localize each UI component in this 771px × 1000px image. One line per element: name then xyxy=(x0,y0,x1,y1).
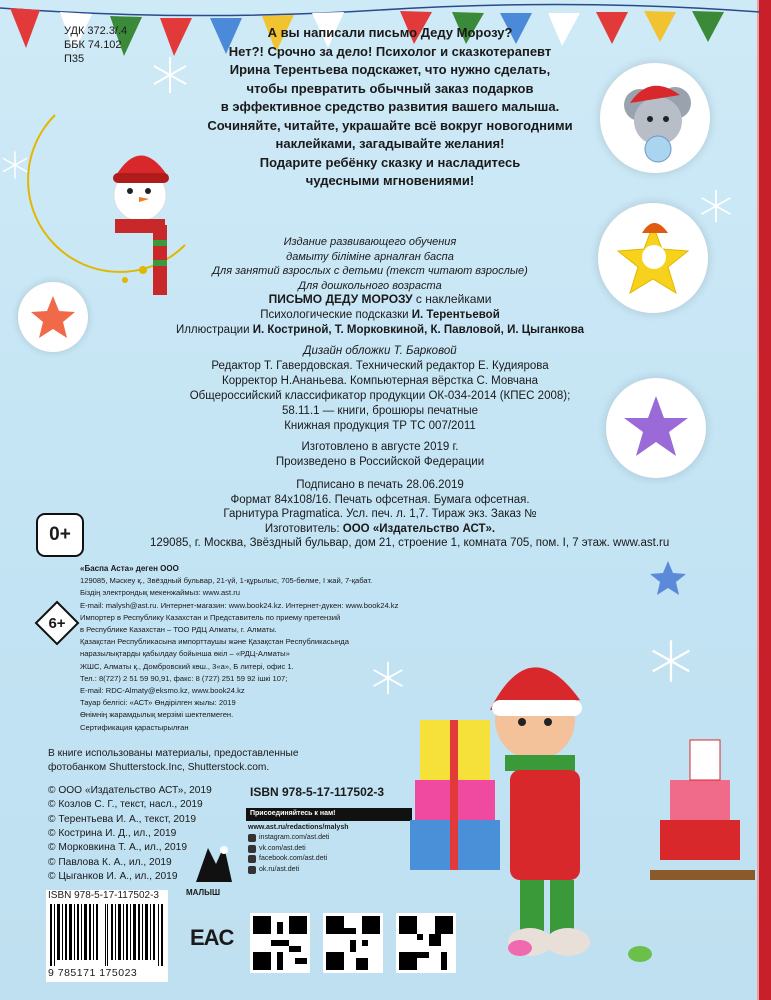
copyright-line: © Павлова К. А., ил., 2019 xyxy=(48,856,172,868)
edition-line: Для занятий взрослых с детьми (текст читают взрослые) xyxy=(212,265,528,277)
edition-line: дамыту біліміне арналған баспа xyxy=(286,250,454,263)
psych-credit xyxy=(140,308,620,323)
kazakh-importer-block xyxy=(80,563,450,734)
snowflake-icon xyxy=(698,188,734,224)
snowflake-icon xyxy=(0,150,30,180)
title-suffix: с наклейками xyxy=(412,292,492,306)
star-icon xyxy=(606,378,706,478)
credit-label: Иллюстрации xyxy=(175,324,253,336)
facebook-icon xyxy=(248,855,256,863)
bbk-code: ББК 74.102 xyxy=(64,39,122,51)
promo-line: наклейками, загадывайте желания! xyxy=(275,136,505,151)
social-header: Присоединяйтесь к нам! xyxy=(246,808,412,821)
book-title xyxy=(160,292,600,306)
mouse-illustration xyxy=(600,63,710,173)
shutterstock-line: В книге использованы материалы, предоставленные xyxy=(48,748,299,759)
kz-line: ЖШС, Алматы қ., Домбровский көш., 3«а», Б литері, офис 1. xyxy=(80,661,294,671)
star-badge-left xyxy=(18,282,88,352)
copyright-line: © Козлов С. Г., текст, насл., 2019 xyxy=(48,799,203,811)
kz-line: E-mail: RDC-Almaty@eksmo.kz, www.book24.kz xyxy=(80,686,245,696)
signed-date: Подписано в печать 28.06.2019 xyxy=(296,479,464,491)
barcode-isbn: ISBN 978-5-17-117502-3 xyxy=(48,890,159,901)
made-country: Произведено в Российской Федерации xyxy=(275,456,485,468)
library-codes xyxy=(64,24,127,66)
format-line: Формат 84x108/16. Печать офсетная. Бумага офсетная. xyxy=(230,493,530,506)
social-link-text: vk.com/ast.deti xyxy=(259,844,306,852)
title-main: ПИСЬМО ДЕДУ МОРОЗУ xyxy=(268,292,413,306)
promo-text xyxy=(180,24,600,191)
kz-line: E-mail: malysh@ast.ru. Интернет-магазин: www.book24.kz. Интернет-дүкен: www.book24.kz xyxy=(80,600,399,610)
edition-line: Издание развивающего обучения xyxy=(283,236,457,248)
publisher-logo-icon xyxy=(188,842,238,888)
maker-line xyxy=(150,522,610,537)
red-edge-strip xyxy=(759,0,771,1000)
edition-line: Для дошкольного возраста xyxy=(298,279,442,292)
instagram-icon xyxy=(248,834,256,842)
kz-line: в Республике Казахстан – ТОО РДЦ Алматы, г. Алматы. xyxy=(80,625,277,635)
social-link-vk[interactable] xyxy=(246,844,412,855)
font-line: Гарнитура Pragmatica. Усл. печ. л. 1,7. Тираж экз. Заказ № xyxy=(223,508,537,520)
social-links-box xyxy=(246,808,412,875)
snowman-star-illustration xyxy=(598,203,708,313)
ok-icon xyxy=(248,866,256,874)
shutterstock-line: фотобанком Shutterstock.Inc, Shutterstock.com. xyxy=(48,762,270,774)
promo-line: в эффективное средство развития вашего малыша. xyxy=(220,99,560,114)
author-mark: П35 xyxy=(64,53,85,65)
illustrators-credit xyxy=(140,323,620,338)
social-link-ok[interactable] xyxy=(246,865,412,876)
credit-name: И. Костриной, Т. Морковкиной, К. Павловой, И. Цыганкова xyxy=(252,324,585,336)
publisher-logo-text: МАЛЫШ xyxy=(186,888,221,897)
vk-icon xyxy=(248,845,256,853)
copyright-line: © Терентьева И. А., текст, 2019 xyxy=(48,813,197,825)
udk-code: УДК 372.3/.4 xyxy=(64,25,128,37)
age-badge-0: 0+ xyxy=(36,513,84,557)
copyright-line: © Морковкина Т. А., ил., 2019 xyxy=(48,842,188,854)
promo-line: Нет?! Срочно за дело! Психолог и сказкотерапевт xyxy=(228,43,552,59)
star-icon xyxy=(18,282,88,352)
credit-label: Психологические подсказки xyxy=(260,309,412,321)
kz-line: Қазақстан Республикасына импорттаушы және Қазақстан Республикасында xyxy=(80,637,349,647)
maker-label: Изготовитель: xyxy=(264,522,343,535)
qr-code[interactable] xyxy=(250,913,310,973)
social-link-site[interactable]: www.ast.ru/redactions/malysh xyxy=(248,823,349,831)
copyright-line: © Кострина И. Д., ил., 2019 xyxy=(48,828,177,840)
kz-line: «Баспа Аста» деген ООО xyxy=(80,564,179,573)
social-link-text: instagram.com/ast.deti xyxy=(259,834,330,841)
copyright-line: © ООО «Издательство АСТ», 2019 xyxy=(48,784,212,796)
print-info xyxy=(150,478,670,551)
kz-line: наразылықтарды қабылдау бойынша өкіл – «РДЦ-Алматы» xyxy=(80,649,290,659)
classifier-code: 58.11.1 — книги, брошюры печатные xyxy=(282,405,478,417)
promo-line: Ирина Терентьева подскажет, что нужно сделать, xyxy=(229,62,551,77)
snowflake-icon xyxy=(150,55,190,95)
social-link-instagram[interactable] xyxy=(246,833,412,844)
kz-line: Өнімнің жарамдылық мерзімі шектелмеген. xyxy=(80,710,234,720)
promo-line: чтобы превратить обычный заказ подарков xyxy=(246,80,534,96)
kz-line: Сертификация қарастырылған xyxy=(80,722,189,732)
kz-line: Тауар белгісі: «АСТ» Өндірілген жылы: 2019 xyxy=(80,698,236,708)
eac-mark: EAC xyxy=(190,925,234,950)
age-badge-6: 6+ xyxy=(48,614,66,632)
kz-line: Импортер в Республику Казахстан и Представитель по приему претензий xyxy=(80,612,341,622)
editor-credit: Редактор Т. Гавердовская. Технический редактор Е. Кудиярова xyxy=(211,360,549,372)
barcode-digits: 9 785171 175023 xyxy=(48,967,138,979)
credits-block xyxy=(140,308,620,470)
social-link-text: ok.ru/ast.deti xyxy=(259,865,300,873)
star-badge-right xyxy=(606,378,706,478)
barcode-icon xyxy=(50,904,164,966)
qr-icon xyxy=(253,916,307,970)
promo-line: Сочиняйте, читайте, украшайте всё вокруг новогодними xyxy=(207,117,573,133)
made-date: Изготовлено в августе 2019 г. xyxy=(301,441,459,453)
credit-name: Т. Барковой xyxy=(393,345,457,357)
promo-line: Подарите ребёнку сказку и насладитесь xyxy=(259,154,521,170)
address-line: 129085, г. Москва, Звёздный бульвар, дом 21, строение 1, комната 705, пом. I, 7 этаж. www.ast.ru xyxy=(150,537,670,549)
qr-code[interactable] xyxy=(323,913,383,973)
kz-line: Тел.: 8(727) 2 51 59 90,91, факс: 8 (727) 251 59 92 ішкі 107; xyxy=(80,673,288,683)
moon-snowman-illustration xyxy=(15,95,195,305)
kz-line: 129085, Мәскеу қ., Звёздный бульвар, 21-үй, 1-құрылыс, 705-бөлме, I жай, 7-қабат. xyxy=(80,576,373,586)
maker-name: ООО «Издательство АСТ». xyxy=(342,522,496,535)
social-link-text: facebook.com/ast.deti xyxy=(259,855,328,862)
corrector-credit: Корректор Н.Ананьева. Компьютерная вёрстка С. Мовчана xyxy=(222,375,538,387)
product-line: Книжная продукция ТР ТС 007/2011 xyxy=(284,420,476,432)
cover-credit xyxy=(140,344,620,359)
child-with-gifts-illustration xyxy=(410,630,760,970)
isbn-text: ISBN 978-5-17-117502-3 xyxy=(250,785,385,799)
copyright-line: © Цыганков И. А., ил., 2019 xyxy=(48,871,178,883)
qr-icon xyxy=(326,916,380,970)
credit-name: И. Терентьевой xyxy=(411,309,500,321)
edition-info xyxy=(190,235,550,293)
social-link-facebook[interactable] xyxy=(246,854,412,865)
credit-label: Дизайн обложки xyxy=(303,345,394,357)
blue-star-icon xyxy=(648,558,688,598)
promo-line: А вы написали письмо Деду Морозу? xyxy=(267,25,513,40)
promo-line: чудесными мгновениями! xyxy=(305,173,475,188)
classifier-line: Общероссийский классификатор продукции ОК-034-2014 (КПЕС 2008); xyxy=(189,390,571,402)
kz-line: Біздің электрондық мекенжаймыз: www.ast.ru xyxy=(80,588,240,598)
